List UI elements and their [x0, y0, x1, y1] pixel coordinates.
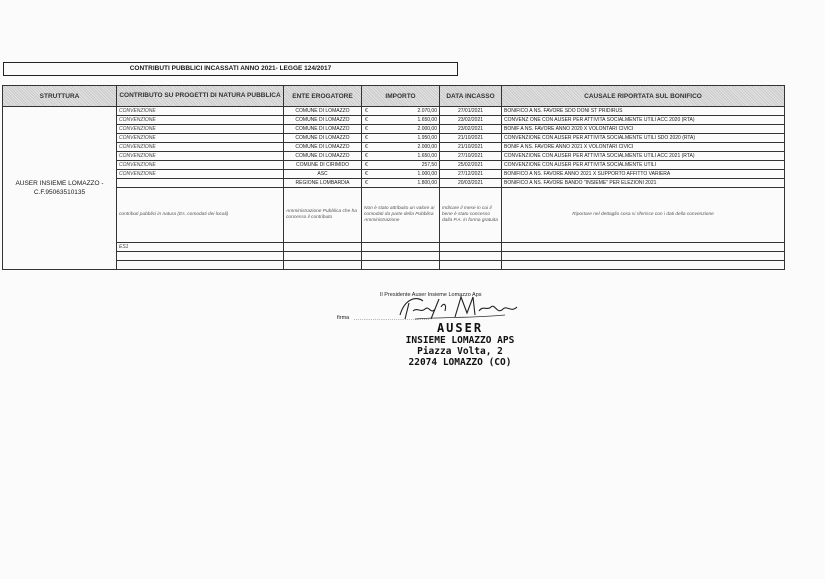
euro-symbol: € — [365, 153, 368, 159]
empty-cell — [362, 252, 440, 261]
ente-cell: COMUNE DI LOMAZZO — [284, 134, 362, 143]
empty-cell — [284, 243, 362, 252]
stamp-line-4: 22074 LOMAZZO (CO) — [408, 357, 512, 368]
handwritten-signature — [395, 293, 525, 321]
importo-cell — [362, 170, 440, 179]
data-cell: 23/02/2021 — [440, 116, 502, 125]
empty-cell — [502, 243, 785, 252]
tipo-cell: CONVENZIONE — [117, 107, 284, 116]
table-row — [3, 152, 785, 161]
empty-row — [3, 261, 785, 270]
importo-cell — [362, 107, 440, 116]
data-cell: 21/10/2021 — [440, 134, 502, 143]
importo-value: 1.650,00 — [417, 117, 437, 123]
euro-symbol: € — [365, 135, 368, 141]
header-contributo: CONTRIBUTO SU PROGETTI DI NATURA PUBBLICA — [117, 86, 284, 107]
data-cell: 27/12/2021 — [440, 170, 502, 179]
note-ente: Amministrazione Pubblica che ha concesso il contributo — [284, 188, 362, 243]
empty-cell — [284, 252, 362, 261]
ente-cell: COMUNE DI LOMAZZO — [284, 107, 362, 116]
causale-cell: BONIFICO A NS. FAVORE BANDO "INSIEME" PER ELEZIONI 2021 — [502, 179, 785, 188]
stamp-line-3: Piazza Volta, 2 — [417, 346, 503, 357]
contributions-table — [2, 85, 785, 270]
note-contributo: contributi pubblici in natura (Es. comodati dei locali) — [117, 188, 284, 243]
causale-cell: BONIF A NS. FAVORE ANNO 2020 X VOLONTARI CIVICI — [502, 125, 785, 134]
importo-value: 2.070,00 — [417, 108, 437, 114]
euro-symbol: € — [365, 117, 368, 123]
extra-row — [3, 243, 785, 252]
causale-cell: BONIFICO A NS. FAVORE SDO DONI ST PRIDIRUS — [502, 107, 785, 116]
data-cell: 23/02/2021 — [440, 125, 502, 134]
ente-cell: REGIONE LOMBARDIA — [284, 179, 362, 188]
notes-row — [3, 188, 785, 243]
tipo-cell: CONVENZIONE — [117, 125, 284, 134]
causale-cell: BONIF A NS. FAVORE ANNO 2021 X VOLONTARI CIVICI — [502, 143, 785, 152]
note-causale: Riportare nel dettaglio cosa si riferisce con i dati della convenzione — [502, 188, 785, 243]
table-row — [3, 116, 785, 125]
header-importo: IMPORTO — [362, 86, 440, 107]
importo-cell — [362, 116, 440, 125]
extra-row-label: ES1 — [117, 243, 284, 252]
tipo-cell: CONVENZIONE — [117, 170, 284, 179]
data-cell: 25/02/2021 — [440, 161, 502, 170]
struttura-cell: AUSER INSIEME LOMAZZO - C.F.95063510135 — [3, 107, 117, 270]
table-header-row — [3, 86, 785, 107]
firma-label: firma — [337, 315, 350, 321]
tipo-cell: CONVENZIONE — [117, 161, 284, 170]
causale-cell: CONVENZ ONE CON AUSER PER ATTIVITA SOCIALMENTE UTILI ACC 2020 (RTA) — [502, 116, 785, 125]
euro-symbol: € — [365, 144, 368, 150]
empty-cell — [440, 261, 502, 270]
causale-cell: CONVENZIONE CON AUSER PER ATTIVITA SOCIALMENTE UTILI ACC 2021 (RTA) — [502, 152, 785, 161]
data-cell: 21/10/2021 — [440, 143, 502, 152]
tipo-cell: CONVENZIONE — [117, 116, 284, 125]
header-struttura: STRUTTURA — [3, 86, 117, 107]
euro-symbol: € — [365, 126, 368, 132]
document-title: CONTRIBUTI PUBBLICI INCASSATI ANNO 2021- LEGGE 124/2017 — [3, 62, 458, 76]
header-ente: ENTE EROGATORE — [284, 86, 362, 107]
importo-value: 1.800,00 — [417, 180, 437, 186]
data-cell: 27/01/2021 — [440, 107, 502, 116]
causale-cell: CONVENZIONE CON AUSER PER ATTIVITA SOCIALMENTE UTILI SDO 2020 (RTA) — [502, 134, 785, 143]
note-data: Indicare il mese in cui il bene è stato concesso dalla P.A. in forma gratuita — [440, 188, 502, 243]
euro-symbol: € — [365, 180, 368, 186]
ente-cell: COMUNE DI CIRIMIDO — [284, 161, 362, 170]
importo-value: 257,50 — [421, 162, 437, 168]
empty-cell — [440, 243, 502, 252]
data-cell: 20/03/2021 — [440, 179, 502, 188]
empty-cell — [440, 252, 502, 261]
firma-dots: ........................................ — [354, 316, 430, 322]
tipo-cell: CONVENZIONE — [117, 152, 284, 161]
causale-cell: CONVENZIONE CON AUSER PER ATTIVITA SOCIALMENTE UTILI — [502, 161, 785, 170]
tipo-cell — [117, 179, 284, 188]
ente-cell: ASC — [284, 170, 362, 179]
euro-symbol: € — [365, 108, 368, 114]
stamp-line-2: INSIEME LOMAZZO APS — [405, 335, 515, 346]
importo-cell — [362, 134, 440, 143]
empty-cell — [362, 243, 440, 252]
data-cell: 27/10/2021 — [440, 152, 502, 161]
tipo-cell: CONVENZIONE — [117, 134, 284, 143]
header-causale: CAUSALE RIPORTATA SUL BONIFICO — [502, 86, 785, 107]
importo-cell — [362, 179, 440, 188]
tipo-cell: CONVENZIONE — [117, 143, 284, 152]
table-row — [3, 179, 785, 188]
importo-cell — [362, 152, 440, 161]
table-row — [3, 170, 785, 179]
empty-cell — [502, 252, 785, 261]
importo-cell — [362, 161, 440, 170]
importo-cell — [362, 125, 440, 134]
note-importo: Non è stato attribuito un valore ai comodati da parte della Pubblica Amministrazione — [362, 188, 440, 243]
empty-cell — [362, 261, 440, 270]
ente-cell: COMUNE DI LOMAZZO — [284, 116, 362, 125]
empty-row — [3, 252, 785, 261]
importo-value: 2.000,00 — [417, 126, 437, 132]
ente-cell: COMUNE DI LOMAZZO — [284, 152, 362, 161]
ente-cell: COMUNE DI LOMAZZO — [284, 125, 362, 134]
ente-cell: COMUNE DI LOMAZZO — [284, 143, 362, 152]
table-row — [3, 143, 785, 152]
importo-value: 1.000,00 — [417, 171, 437, 177]
euro-symbol: € — [365, 162, 368, 168]
table-row — [3, 134, 785, 143]
importo-value: 1.650,00 — [417, 153, 437, 159]
euro-symbol: € — [365, 171, 368, 177]
importo-value: 1.950,00 — [417, 135, 437, 141]
stamp-line-1: AUSER — [436, 321, 484, 335]
causale-cell: BONIFICO A NS. FAVORE ANNO 2021 X SUPPORTO AFFITTO VARIERA — [502, 170, 785, 179]
empty-cell — [117, 261, 284, 270]
empty-cell — [284, 261, 362, 270]
importo-cell — [362, 143, 440, 152]
header-data: DATA INCASSO — [440, 86, 502, 107]
importo-value: 2.000,00 — [417, 144, 437, 150]
empty-cell — [117, 252, 284, 261]
association-stamp — [380, 322, 540, 368]
table-row — [3, 107, 785, 116]
table-row — [3, 125, 785, 134]
empty-cell — [502, 261, 785, 270]
president-label: Il Presidente Auser Insieme Lomazzo Aps — [380, 292, 482, 298]
table-row — [3, 161, 785, 170]
